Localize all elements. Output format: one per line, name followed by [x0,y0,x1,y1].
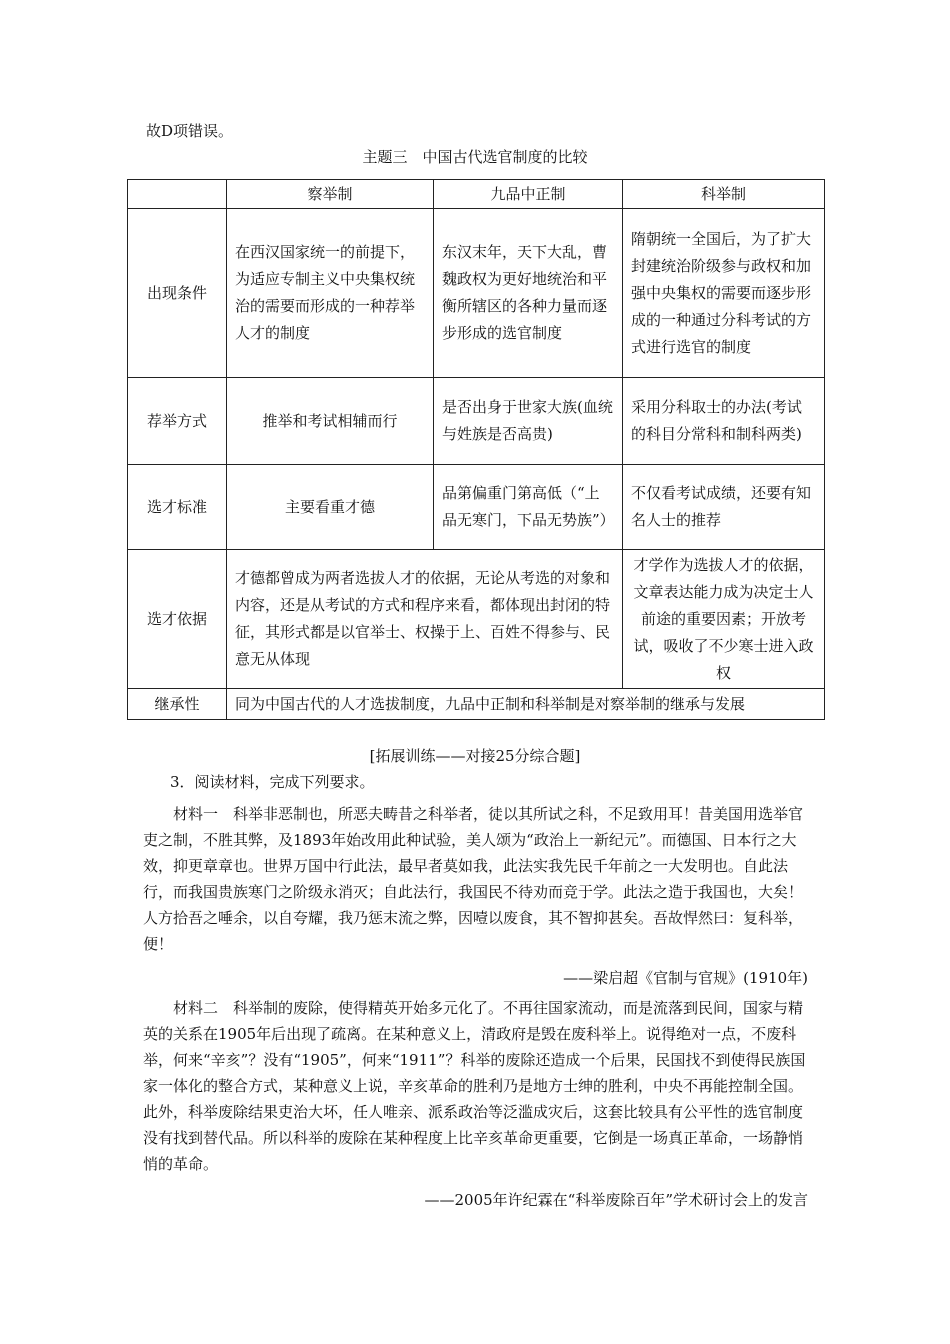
cell-shared-chaju-jiupin: 才德都曾成为两者选拔人才的依据，无论从考选的对象和内容，还是从考试的方式和程序来看，都体现出封闭的特征，其形式都是以官举士、权操于上、百姓不得参与、民意无从体现 [227,550,623,689]
cell-jiupin: 是否出身于世家大族(血统与姓族是否高贵) [434,378,623,465]
table-row [128,550,825,689]
table-row [128,689,825,720]
preceding-answer-text: 故D项错误。 [146,122,234,140]
extension-title: [拓展训练——对接25分综合题] [369,747,581,765]
table-header-row [128,180,825,209]
header-chaju: 察举制 [227,180,434,209]
header-keju: 科举制 [623,180,825,209]
comparison-table [127,179,825,720]
cell-chaju: 在西汉国家统一的前提下，为适应专制主义中央集权统治的需要而形成的一种荐举人才的制度 [227,209,434,378]
row-label: 出现条件 [128,209,227,378]
table-title: 主题三 中国古代选官制度的比较 [362,148,588,166]
table-row [128,378,825,465]
row-label: 选才标准 [128,465,227,550]
row-label: 荐举方式 [128,378,227,465]
header-empty [128,180,227,209]
table-row [128,465,825,550]
cell-keju: 不仅看考试成绩，还要有知名人士的推荐 [623,465,825,550]
material-2-text: 材料二 科举制的废除，使得精英开始多元化了。不再往国家流动，而是流落到民间，国家与精英的关系在1905年后出现了疏离。在某种意义上，清政府是毁在废科举上。说得绝对一点，不废科举，何来“辛亥”？没有“1905”，何来“1911”？科举的废除还造成一个后果，民国找不到使得民族国家一体化的整合方式，某种意义上说，辛亥革命的胜利乃是地方士绅的胜利，中央不再能控制全国。此外，科举废除结果吏治大坏，任人唯亲、派系政治等泛滥成灾后，这套比较具有公平性的选官制度没有找到替代品。所以科举的废除在某种程度上比辛亥革命更重要，它倒是一场真正革命，一场静悄悄的革命。 [143,999,806,1173]
material-2-source: ——2005年许纪霖在“科举废除百年”学术研讨会上的发言 [424,1191,808,1209]
cell-keju: 采用分科取士的办法(考试的科目分常科和制科两类) [623,378,825,465]
row-label: 继承性 [128,689,227,720]
table-row [128,209,825,378]
row-label: 选才依据 [128,550,227,689]
material-1-source: ——梁启超《官制与官规》(1910年) [563,969,808,987]
cell-keju: 隋朝统一全国后，为了扩大封建统治阶级参与政权和加强中央集权的需要而逐步形成的一种通过分科考试的方式进行选官的制度 [623,209,825,378]
cell-jiupin: 品第偏重门第高低（“上品无寒门，下品无势族”） [434,465,623,550]
question-3: 3．阅读材料，完成下列要求。 [170,773,375,791]
cell-chaju: 推举和考试相辅而行 [227,378,434,465]
material-2 [143,995,810,1177]
material-1 [143,801,810,957]
cell-keju: 才学作为选拔人才的依据，文章表达能力成为决定士人前途的重要因素；开放考试，吸收了不少寒士进入政权 [623,550,825,689]
material-1-text: 材料一 科举非恶制也，所恶夫畴昔之科举者，徒以其所试之科，不足致用耳！昔美国用选举官吏之制，不胜其弊，及1893年始改用此种试验，美人颂为“政治上一新纪元”。而德国、日本行之大效，抑更章章也。世界万国中行此法，最早者莫如我，此法实我先民千年前之一大发明也。自此法行，而我国贵族寒门之阶级永消灭；自此法行，我国民不待劝而竞于学。此法之造于我国也，大矣！人方拾吾之唾余，以自夸耀，我乃惩末流之弊，因噎以废食，其不智抑甚矣。吾故悍然曰：复科举，便！ [143,805,804,953]
cell-jiupin: 东汉末年，天下大乱，曹魏政权为更好地统治和平衡所辖区的各种力量而逐步形成的选官制度 [434,209,623,378]
cell-chaju: 主要看重才德 [227,465,434,550]
cell-merged: 同为中国古代的人才选拔制度，九品中正制和科举制是对察举制的继承与发展 [227,689,825,720]
header-jiupin: 九品中正制 [434,180,623,209]
